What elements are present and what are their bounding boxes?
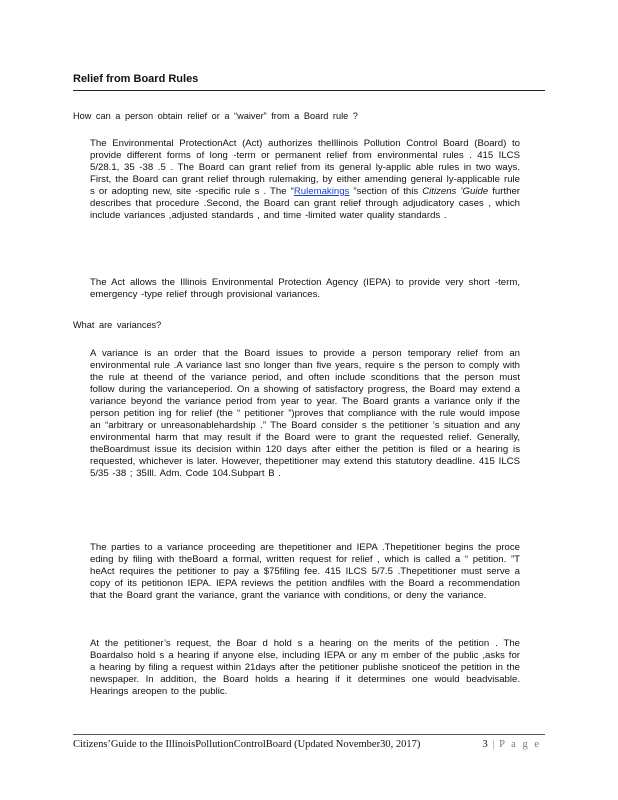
section-title: Relief from Board Rules — [73, 73, 199, 85]
footer-separator: | — [492, 739, 496, 750]
paragraph-hearings: At the petitioner’s request, the Boar d hold s a hearing on the merits of the petition . The Boardalso hold s a hearing if anyone else, including IEPA or any m ember of the public ,asks for a hearing by filing a request within 21days after the petitioner publishe snoticeof the petition in the newspaper. In addition, the Board holds a hearing if it determines one would beadvisable. Hearings areopen to the public. — [90, 638, 520, 697]
paragraph-relief-text-a: The Environmental ProtectionAct (Act) authorizes theIllinois Pollution Control Board (Board) to provide different forms of long -term or permanent relief from environmental rules . 415 ILCS 5/28.1, 35 -38 .5 . The Board can grant relief from its general ly-applic able rules in two ways. First, the Board can grant relief through rulemaking, by either amending general ly-applicable rule s or adopting new, site -specific rule s . The “ — [90, 138, 520, 197]
paragraph-provisional-variances: The Act allows the Illinois Environmental Protection Agency (IEPA) to provide very short -term, emergency -type relief through provisional variances. — [90, 277, 520, 300]
question-heading-variances: What are variances? — [73, 320, 162, 330]
paragraph-relief — [90, 138, 520, 222]
page-footer — [73, 734, 545, 750]
page-label: P a g e — [499, 739, 541, 750]
footer-page-info — [482, 739, 541, 750]
paragraph-variance-definition: A variance is an order that the Board issues to provide a person temporary relief from an environmental rule .A variance last sno longer than five years, require s the person to comply with the rule at theend of the variance period, and often include sconditions that the person must follow during the varianceperiod. On a showing of satisfactory progress, the Board may extend a variance beyond the variance period from year to year. The Board grants a variance only if the person petition ing for relief (the “ petitioner ”)proves that compliance with the rule would impose an “arbitrary or unreasonablehardship .” The Board consider s the petitioner ’s situation and any environmental harm that may result if the Board were to grant the requested relief. Generally, theBoardmust issue its decision within 120 days after either the petition is filed or a hearing is requested, whichever is later. However, thepetitioner may extend this statutory deadline. 415 ILCS 5/35 -38 ; 35Ill. Adm. Code 104.Subpart B . — [90, 348, 520, 479]
paragraph-variance-parties: The parties to a variance proceeding are thepetitioner and IEPA .Thepetitioner begins the proce eding by filing with theBoard a formal, written request for relief , which is called a “ petition. ”T heAct requires the petitioner to pay a $75filing fee. 415 ILCS 5/7.5 .Thepetitioner must serve a copy of its petitionon IEPA. IEPA reviews the petition andfiles with the Board a recommendation that the Board grant the variance, grant the variance with conditions, or deny the variance. — [90, 542, 520, 601]
rulemakings-link[interactable]: Rulemakings — [293, 186, 350, 197]
footer-title: Citizens’Guide to the IllinoisPollutionControlBoard (Updated November30, 2017) — [73, 739, 421, 750]
paragraph-relief-text-b: ”section of this — [349, 186, 423, 197]
title-divider — [73, 90, 545, 91]
paragraph-relief-text-c: further describes that procedure .Second, the Board can grant relief through adjudicatory cases , which include variances ,adjusted standards , and time -limited water quality standards . — [90, 186, 520, 221]
citizens-guide-italic: Citizens ’Guide — [422, 186, 489, 197]
question-heading-relief: How can a person obtain relief or a “waiver” from a Board rule ? — [73, 111, 358, 121]
page-number: 3 — [482, 739, 489, 750]
